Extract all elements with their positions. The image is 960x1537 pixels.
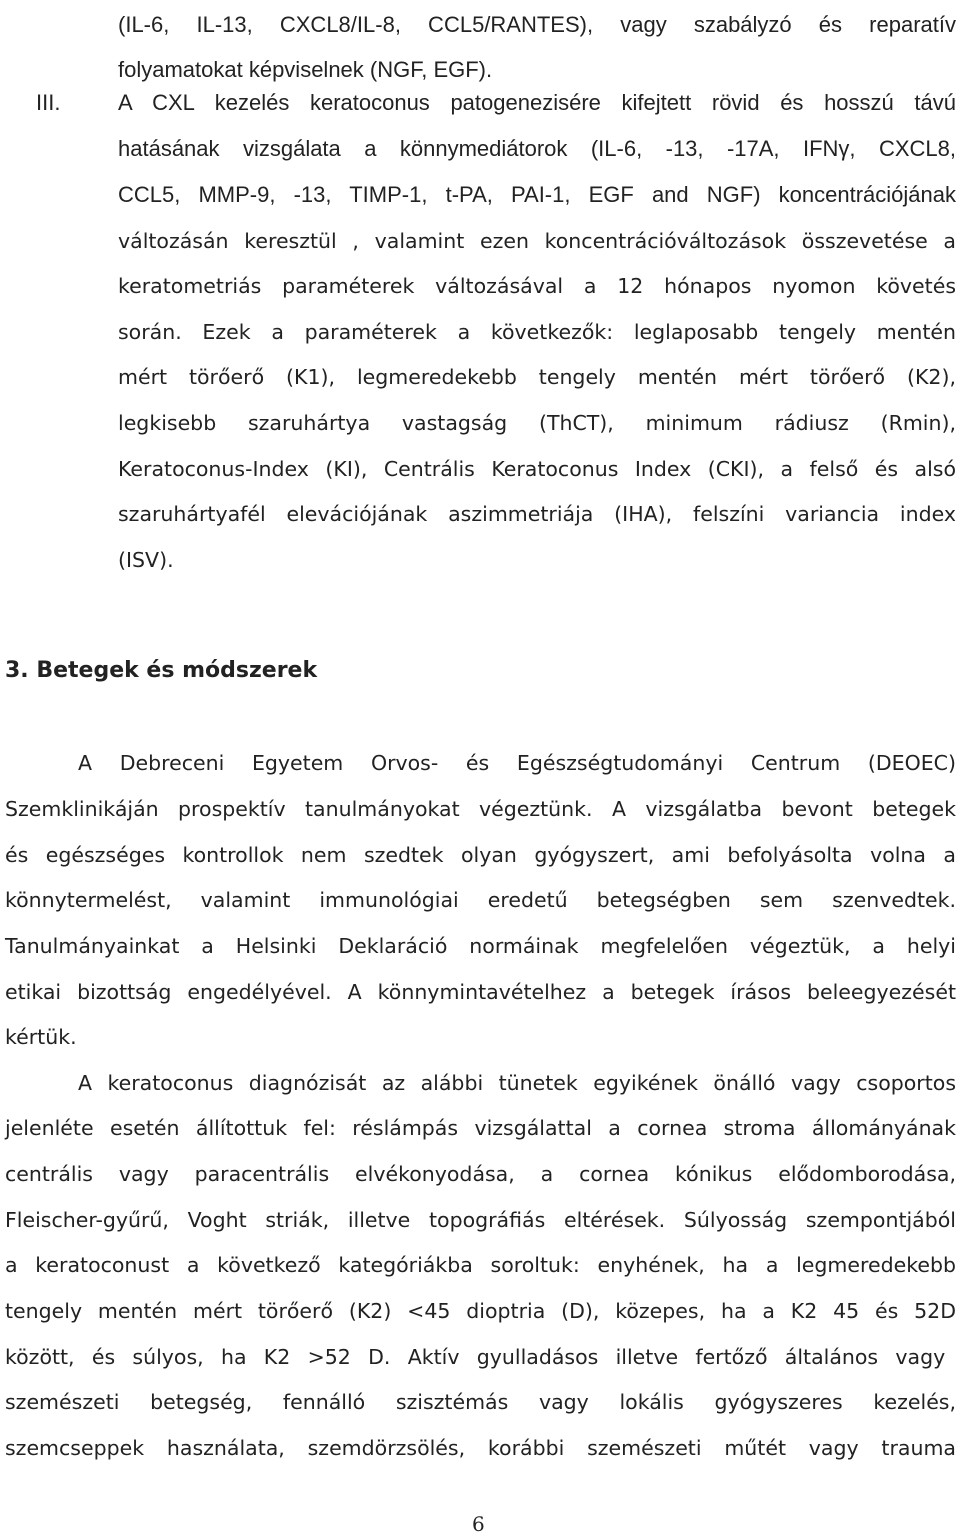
text-line: (ISV). <box>118 548 174 572</box>
text-line: hatásának vizsgálata a könnymediátorok (IL-6, -13, -17A, IFNγ, CXCL8, <box>118 136 956 161</box>
text-line: A keratoconus diagnózisát az alábbi tünetek egyikének önálló vagy csoportos <box>78 1071 956 1095</box>
text-line: jelenléte esetén állítottuk fel: réslámpás vizsgálattal a cornea stroma állományának <box>5 1116 956 1140</box>
text-line: etikai bizottság engedélyével. A könnymintavételhez a betegek írásos beleegyezését <box>5 980 956 1004</box>
page-number: 6 <box>472 1512 485 1536</box>
text-line: legkisebb szaruhártya vastagság (ThCT), minimum rádiusz (Rmin), <box>118 411 956 435</box>
section-heading: 3. Betegek és módszerek <box>5 658 318 683</box>
text-line: szaruhártyafél elevációjának aszimmetriája (IHA), felszíni variancia index <box>118 502 956 526</box>
text-line: kértük. <box>5 1025 77 1049</box>
text-line: keratometriás paraméterek változásával a 12 hónapos nyomon követés <box>118 274 956 298</box>
text-line: során. Ezek a paraméterek a következők: leglaposabb tengely mentén <box>118 320 956 344</box>
text-line: Szemklinikáján prospektív tanulmányokat végeztünk. A vizsgálatba bevont betegek <box>5 797 956 821</box>
text-line: között, és súlyos, ha K2 >52 D. Aktív gyulladásos illetve fertőző általános vagy <box>5 1345 946 1369</box>
text-line: és egészséges kontrollok nem szedtek olyan gyógyszert, ami befolyásolta volna a <box>5 843 956 867</box>
text-line: Fleischer-gyűrű, Voght striák, illetve topográfiás eltérések. Súlyosság szempontjából <box>5 1208 956 1232</box>
text-line: A Debreceni Egyetem Orvos- és Egészségtudományi Centrum (DEOEC) <box>78 751 956 775</box>
text-line: A CXL kezelés keratoconus patogenezisére kifejtett rövid és hosszú távú <box>118 90 956 115</box>
list-numeral: III. <box>36 90 61 115</box>
text-line: tengely mentén mért törőerő (K2) <45 dioptria (D), közepes, ha a K2 45 és 52D <box>5 1299 956 1323</box>
text-line: CCL5, MMP-9, -13, TIMP-1, t-PA, PAI-1, EGF and NGF) koncentrációjának <box>118 182 956 207</box>
text-line: szemészeti betegség, fennálló szisztémás vagy lokális gyógyszeres kezelés, <box>5 1390 956 1414</box>
text-line: Keratoconus-Index (KI), Centrális Keratoconus Index (CKI), a felső és alsó <box>118 457 956 481</box>
text-line: folyamatokat képviselnek (NGF, EGF). <box>118 57 493 82</box>
text-line: a keratoconust a következő kategóriákba soroltuk: enyhének, ha a legmeredekebb <box>5 1253 956 1277</box>
text-line: szemcseppek használata, szemdörzsölés, korábbi szemészeti műtét vagy trauma <box>5 1436 956 1460</box>
text-line: (IL-6, IL-13, CXCL8/IL-8, CCL5/RANTES), vagy szabályzó és reparatív <box>118 12 956 37</box>
text-line: centrális vagy paracentrális elvékonyodása, a cornea kónikus elődomborodása, <box>5 1162 956 1186</box>
text-line: könnytermelést, valamint immunológiai eredetű betegségben sem szenvedtek. <box>5 888 956 912</box>
text-line: mért törőerő (K1), legmeredekebb tengely mentén mért törőerő (K2), <box>118 365 956 389</box>
text-line: változásán keresztül , valamint ezen koncentrációváltozások összevetése a <box>118 229 956 253</box>
text-line: Tanulmányainkat a Helsinki Deklaráció normáinak megfelelően végeztük, a helyi <box>5 934 956 958</box>
